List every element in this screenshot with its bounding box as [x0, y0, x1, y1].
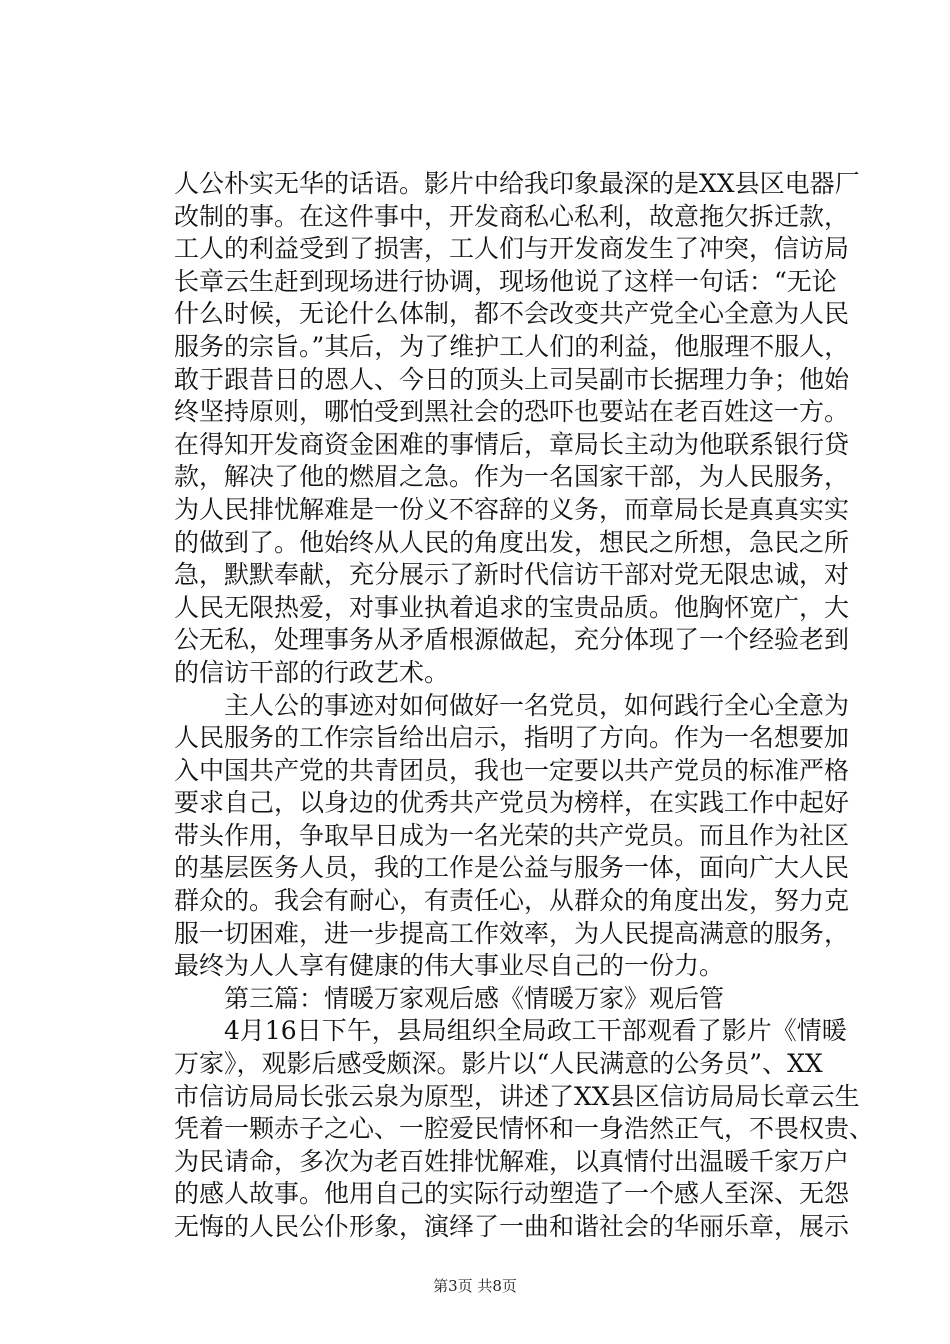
text-line: 为人民排忧解难是一份义不容辞的义务，而章局长是真真实实 — [174, 494, 850, 524]
text-line: 凭着一颗赤子之心、一腔爱民情怀和一身浩然正气，不畏权贵、 — [174, 1114, 875, 1144]
text-line: 最终为人人享有健康的伟大事业尽自己的一份力。 — [174, 951, 725, 981]
text-line: 的做到了。他始终从人民的角度出发，想民之所想，急民之所 — [174, 527, 850, 557]
text-line: 人民服务的工作宗旨给出启示，指明了方向。作为一名想要加 — [174, 723, 850, 753]
text-line: 公无私，处理事务从矛盾根源做起，充分体现了一个经验老到 — [174, 625, 850, 655]
text-line: 款，解决了他的燃眉之急。作为一名国家干部，为人民服务， — [174, 462, 850, 492]
text-line: 万家》，观影后感受颇深。影片以“人民满意的公务员”、XX — [174, 1049, 823, 1079]
text-line: 群众的。我会有耐心，有责任心，从群众的角度出发，努力克 — [174, 886, 850, 916]
text-line: 长章云生赶到现场进行协调，现场他说了这样一句话：“无论 — [174, 266, 837, 296]
text-line: 的信访干部的行政艺术。 — [174, 657, 450, 687]
text-line: 在得知开发商资金困难的事情后，章局长主动为他联系银行贷 — [174, 429, 850, 459]
text-line: 主人公的事迹对如何做好一名党员，如何践行全心全意为 — [174, 690, 850, 720]
text-line: 入中国共产党的共青团员，我也一定要以共产党员的标准严格 — [174, 755, 850, 785]
text-line: 的基层医务人员，我的工作是公益与服务一体，面向广大人民 — [174, 853, 850, 883]
document-body — [174, 168, 875, 1244]
text-line: 敢于跟昔日的恩人、今日的顶头上司吴副市长据理力争；他始 — [174, 364, 850, 394]
text-line: 人民无限热爱，对事业执着追求的宝贵品质。他胸怀宽广，大 — [174, 592, 850, 622]
text-line: 服一切困难，进一步提高工作效率，为人民提高满意的服务， — [174, 918, 850, 948]
text-line: 工人的利益受到了损害，工人们与开发商发生了冲突，信访局 — [174, 234, 850, 264]
page-number-footer: 第3页 共8页 — [433, 1277, 517, 1295]
text-line: 急，默默奉献，充分展示了新时代信访干部对党无限忠诚，对 — [174, 560, 850, 590]
text-line: 市信访局局长张云泉为原型，讲述了XX县区信访局局长章云生 — [174, 1081, 860, 1111]
text-line: 无悔的人民公仆形象，演绎了一曲和谐社会的华丽乐章，展示 — [174, 1212, 850, 1241]
text-line: 人公朴实无华的话语。影片中给我印象最深的是XX县区电器厂 — [174, 169, 860, 198]
text-line: 为民请命，多次为老百姓排忧解难，以真情付出温暖千家万户 — [174, 1146, 850, 1176]
text-line: 终坚持原则，哪怕受到黑社会的恐吓也要站在老百姓这一方。 — [174, 397, 850, 427]
text-line: 第三篇：情暖万家观后感《情暖万家》观后管 — [174, 983, 725, 1013]
text-line: 带头作用，争取早日成为一名光荣的共产党员。而且作为社区 — [174, 820, 850, 850]
text-line: 4月16日下午，县局组织全局政工干部观看了影片《情暖 — [174, 1016, 847, 1046]
text-line: 要求自己，以身边的优秀共产党员为榜样，在实践工作中起好 — [174, 788, 850, 818]
text-line: 服务的宗旨。”其后，为了维护工人们的利益，他服理不服人， — [174, 331, 850, 361]
text-line: 改制的事。在这件事中，开发商私心私利，故意拖欠拆迁款， — [174, 201, 850, 231]
text-line: 的感人故事。他用自己的实际行动塑造了一个感人至深、无怨 — [174, 1179, 850, 1209]
text-line: 什么时候，无论什么体制，都不会改变共产党全心全意为人民 — [174, 299, 850, 329]
